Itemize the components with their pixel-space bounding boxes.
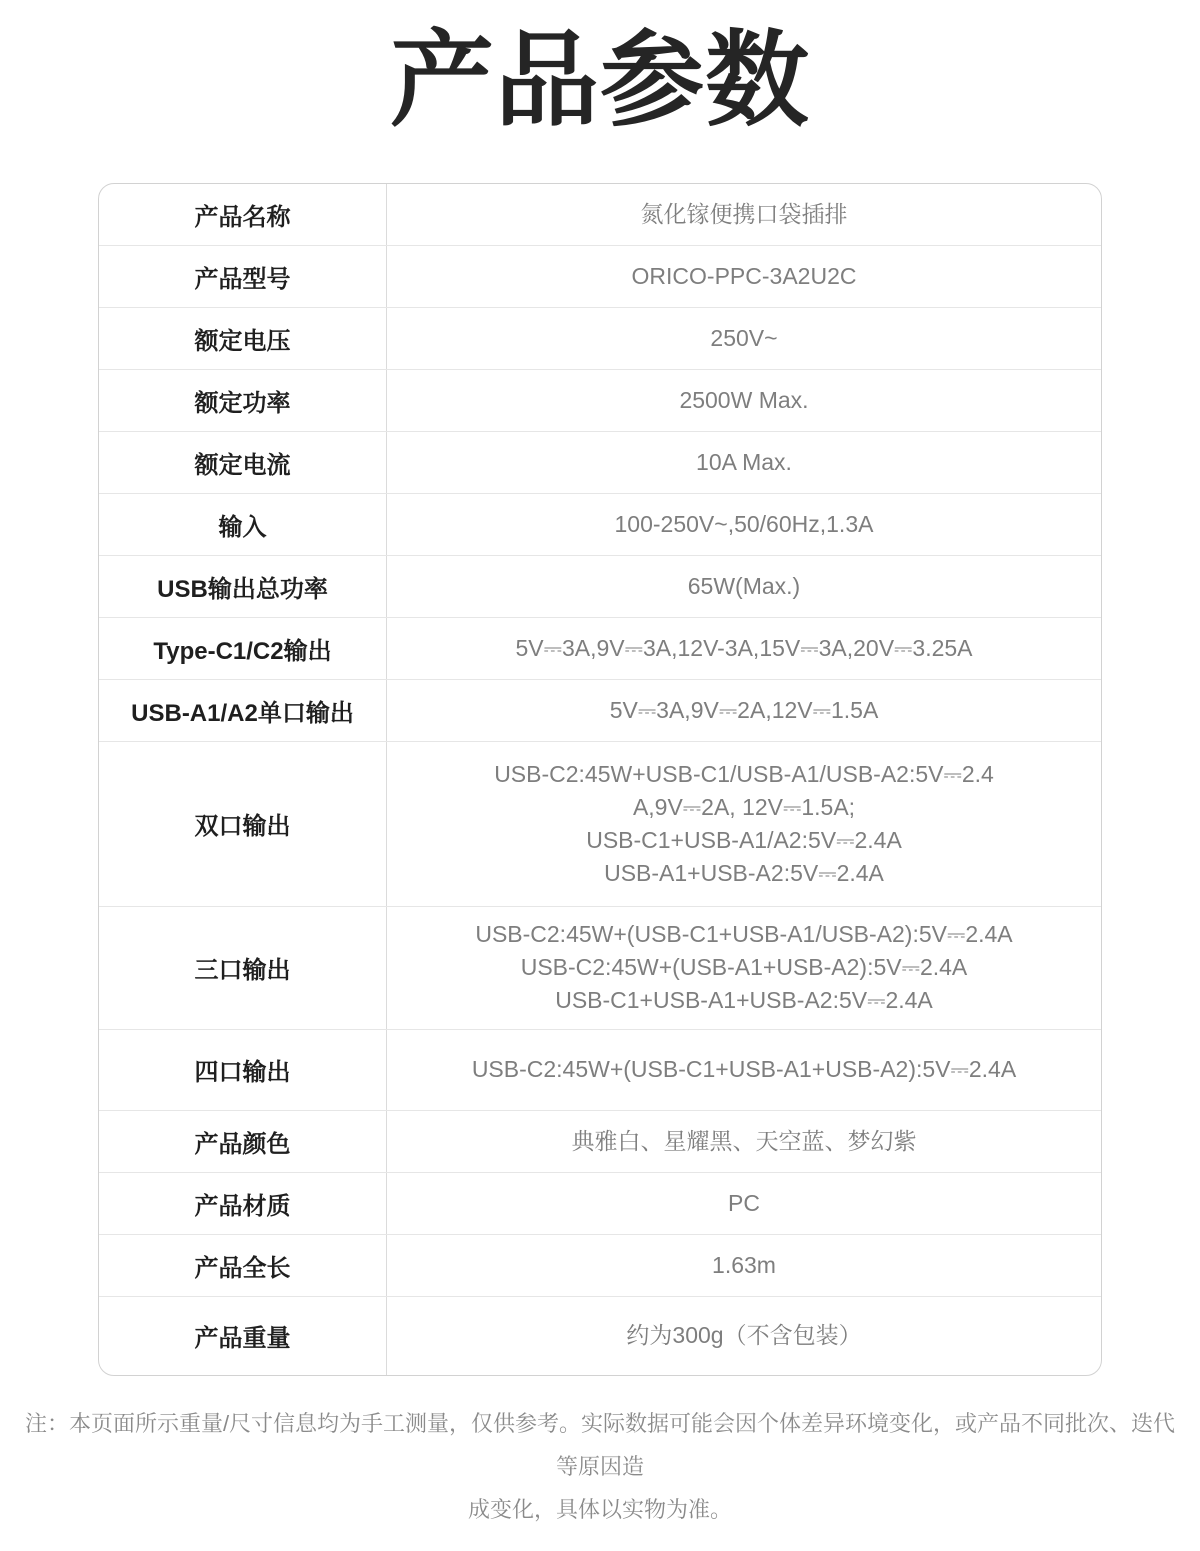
- spec-value: [387, 680, 1101, 741]
- spec-label: 产品材质: [99, 1173, 387, 1234]
- spec-row: [99, 493, 1101, 555]
- spec-value: [387, 494, 1101, 555]
- spec-value-line: 约为300g（不含包装）: [626, 1322, 862, 1349]
- spec-value-line: USB-C2:45W+USB-C1/USB-A1/USB-A2:5V⎓2.4: [494, 760, 994, 787]
- spec-label: 输入: [99, 494, 387, 555]
- spec-row: [99, 431, 1101, 493]
- spec-value-line: A,9V⎓2A, 12V⎓1.5A;: [632, 793, 856, 820]
- spec-value-line: USB-C2:45W+(USB-C1+USB-A1/USB-A2):5V⎓2.4A: [475, 921, 1013, 948]
- spec-value: [387, 742, 1101, 906]
- spec-value-line: USB-A1+USB-A2:5V⎓2.4A: [604, 859, 884, 886]
- footer-note-line: 注：本页面所示重量/尺寸信息均为手工测量，仅供参考。实际数据可能会因个体差异环境变化，或产品不同批次、迭代等原因造: [24, 1410, 1176, 1479]
- spec-value: [387, 370, 1101, 431]
- spec-label: USB输出总功率: [99, 556, 387, 617]
- spec-label: 额定电流: [99, 432, 387, 493]
- spec-row: [99, 307, 1101, 369]
- spec-value: [387, 184, 1101, 245]
- spec-label: 产品名称: [99, 184, 387, 245]
- spec-value-line: 5V⎓3A,9V⎓2A,12V⎓1.5A: [609, 696, 879, 723]
- spec-label: 产品重量: [99, 1297, 387, 1375]
- spec-value: [387, 907, 1101, 1029]
- spec-value: [387, 246, 1101, 307]
- spec-value: [387, 432, 1101, 493]
- spec-row: [99, 555, 1101, 617]
- spec-label: 双口输出: [99, 742, 387, 906]
- spec-label: 产品型号: [99, 246, 387, 307]
- spec-value-line: 2500W Max.: [679, 386, 809, 413]
- spec-value-line: 100-250V~,50/60Hz,1.3A: [614, 510, 874, 537]
- footer-note: [20, 1402, 1180, 1531]
- spec-value-line: PC: [728, 1189, 760, 1216]
- spec-value-line: 65W(Max.): [687, 572, 801, 599]
- spec-row: [99, 741, 1101, 906]
- spec-value-line: USB-C2:45W+(USB-A1+USB-A2):5V⎓2.4A: [520, 954, 968, 981]
- spec-label: Type-C1/C2输出: [99, 618, 387, 679]
- spec-row: [99, 1234, 1101, 1296]
- spec-value-line: 氮化镓便携口袋插排: [640, 200, 848, 227]
- spec-value: [387, 1173, 1101, 1234]
- spec-row: [99, 1172, 1101, 1234]
- spec-value-line: 1.63m: [712, 1251, 776, 1278]
- spec-row: [99, 184, 1101, 245]
- product-spec-table: [98, 183, 1102, 1376]
- spec-value: [387, 1111, 1101, 1172]
- spec-label: 产品全长: [99, 1235, 387, 1296]
- footer-note-line: 成变化，具体以实物为准。: [467, 1496, 732, 1522]
- spec-value: [387, 308, 1101, 369]
- spec-label: USB-A1/A2单口输出: [99, 680, 387, 741]
- spec-row: [99, 1296, 1101, 1375]
- spec-value-line: 典雅白、星耀黑、天空蓝、梦幻紫: [571, 1127, 917, 1154]
- spec-row: [99, 245, 1101, 307]
- spec-label: 额定功率: [99, 370, 387, 431]
- spec-value-line: USB-C1+USB-A1+USB-A2:5V⎓2.4A: [555, 987, 933, 1014]
- spec-value-line: 5V⎓3A,9V⎓3A,12V-3A,15V⎓3A,20V⎓3.25A: [515, 634, 973, 661]
- spec-value: [387, 1297, 1101, 1375]
- page-title: 产品参数: [389, 23, 810, 139]
- spec-value-line: USB-C1+USB-A1/A2:5V⎓2.4A: [586, 826, 902, 853]
- spec-value: [387, 618, 1101, 679]
- spec-value: [387, 1235, 1101, 1296]
- spec-value-line: 10A Max.: [696, 448, 792, 475]
- spec-label: 三口输出: [99, 907, 387, 1029]
- spec-row: [99, 617, 1101, 679]
- spec-value: [387, 556, 1101, 617]
- spec-row: [99, 369, 1101, 431]
- spec-row: [99, 906, 1101, 1029]
- spec-label: 产品颜色: [99, 1111, 387, 1172]
- spec-label: 额定电压: [99, 308, 387, 369]
- spec-row: [99, 1110, 1101, 1172]
- spec-value-line: ORICO-PPC-3A2U2C: [631, 262, 857, 289]
- spec-value-line: USB-C2:45W+(USB-C1+USB-A1+USB-A2):5V⎓2.4A: [471, 1056, 1017, 1083]
- spec-row: [99, 679, 1101, 741]
- spec-row: [99, 1029, 1101, 1110]
- spec-value: [387, 1030, 1101, 1110]
- spec-value-line: 250V~: [710, 324, 778, 351]
- spec-label: 四口输出: [99, 1030, 387, 1110]
